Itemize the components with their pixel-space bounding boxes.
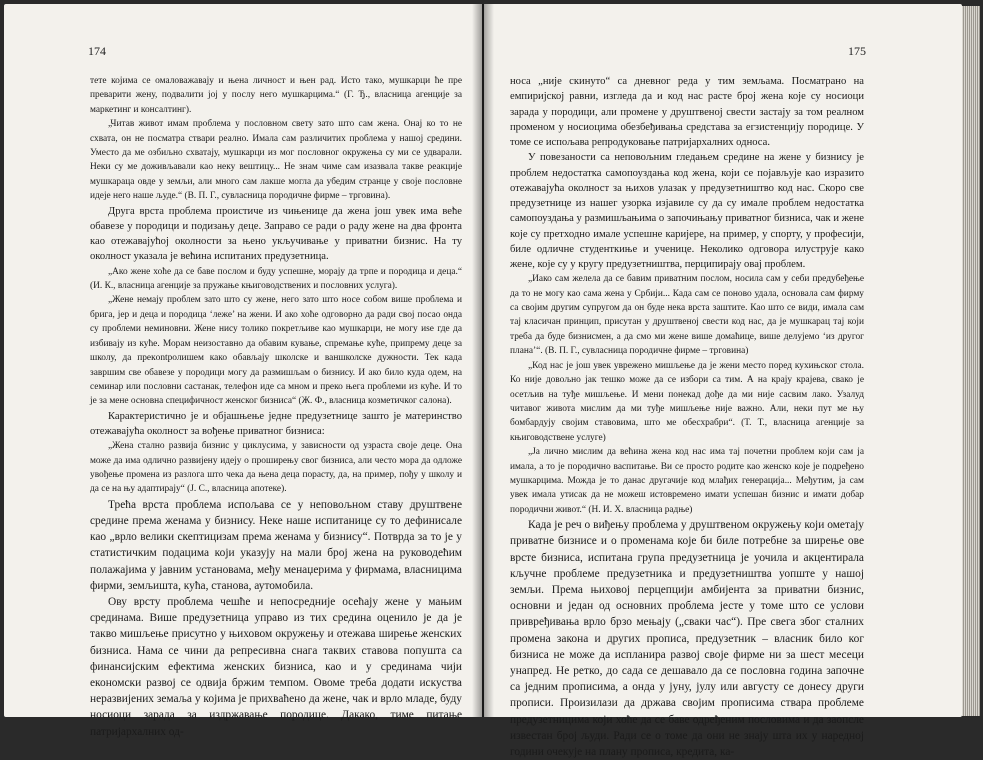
quote-paragraph: „Читав живот имам проблема у пословном свету зато што сам жена. Онај ко то не схвата, он не посматра ствари реално. Имала сам различитих проблема у нашој средини. Уместо да ме озбиљно схватају, мушкарци из мог пословног окружења су ми се удварали. Неки су ме доживљавали као неку вештицу... Не знам чиме сам изазвала такве реакције мушкараца овде у земљи, али много сам лакше могла да убедим странце у своје пословне идеје него наше људе.“ (В. П. Г., сувласница породичне фирме – трговина). — [90, 119, 462, 202]
quote-paragraph: „Код нас је још увек уврежено мишљење да је жени место поред кухињског стола. Ко није довољно јак тешко може да се избори са тим. А на крају крајева, свако је осетљив на туђе мишљење. И мени понекад дође да ми није сасвим лако. Узалуд читавог живота мислим да ми туђе мишљење није важно. Али, неки пут ме њу бомбардују својим ставовима, што ме обесхрабри“. (Т. Т., власница агенције за књиговодствене услуге) — [510, 360, 864, 443]
page-text — [90, 74, 462, 740]
page-number: 174 — [88, 44, 106, 58]
right-page — [484, 4, 962, 758]
page-number: 175 — [848, 44, 866, 58]
paragraph: Друга врста проблема проистиче из чињенице да жена још увек има веће обавезе у породици и подизању деце. Заправо се ради о раду жене на два фронта као отежавајућој околности за њено укључивање у приватни бизнис. На ту околност указала је већина испитаних предузетница. — [90, 205, 462, 263]
paragraph: Ову врсту проблема чешће и непосредније осећају жене у мањим срединама. Више предузетница управо из тих средина оценило је да је такво мишљење присутно у њиховом окружењу и отежава ширење женских бизниса. Нама се чини да репресивна снага таквих ставова попушта са финансијским ефектима женских бизниса, као и у срединама чији економски развој се одвија бржим темпом. Овоме треба додати искуства неразвијених земаља у којима је прихваћено да жене, чак и врло младе, буду носиоци зарада за издржавање породице. Дакако, тиме питање патријархалних од- — [90, 596, 462, 738]
page-text — [510, 74, 864, 760]
quote-paragraph: „Жена стално развија бизнис у циклусима, у зависности од узраста своје деце. Она може да има одлично развијену идеју о проширењу свог бизниса, али често мора да одложе увођење промена из разлога што чека да њена деца порасту, да, на пример, пођу у школу и да се на њу адаптирају“ (Ј. С., власница апотеке). — [90, 441, 462, 495]
quote-paragraph: „Ја лично мислим да већина жена код нас има тај почетни проблем који сам ја имала, а то је породично васпитање. Ви се просто родите као женско које је подређено мушкарцима. Можда је то данас другачије код млађих генерација... Међутим, ја сам увек имала утисак да не можеш истовремено имати успешан бизнис и имати добар породични живот.“ (Н. И. Х. власница радње) — [510, 447, 864, 515]
paragraph: носа „није скинуто“ са дневног реда у тим земљама. Посматрано на емпиријској равни, изгледа да и код нас расте број жена које су носиоци зарада у породици, али промене у друштвеној свести застају за том реалном променом у носиоцима обезбеђивања средстава за егзистенцију породице. У томе се испољава репродуковање патријархалних односа. — [510, 76, 864, 148]
page-edges — [962, 6, 980, 716]
quote-paragraph: „Иако сам желела да се бавим приватним послом, носила сам у себи предубеђење да то не могу као сама жена у Србији... Када сам се поново удала, основала сам фирму са својим другим супругом да он буде нека врста заштите. Као што се види, имала сам тај класичан принцип, присутан у друштвеној свести код нас, да је мушкарац тај који треба да буде бизнисмен, а да смо ми жене више домаћице, више делујемо ‘из другог плана’“. (В. П. Г., сувласница породичне фирме – трговина) — [510, 274, 864, 357]
paragraph: Када је реч о виђењу проблема у друштвеном окружењу који ометају приватне бизнисе и о променама које би биле потребне за ширење ове врсте бизниса, испитана група предузетница је уочила и акцентирала кључне проблеме предузетника и предузетништва уопште у нашој земљи. Према њиховој перцепцији амбијента за приватни бизнис, основни и један од основних проблема јесте у томе што се услови привређивања врло брзо мењају („сваки час“). Пре свега због сталних промена закона и других прописа, предузетник – власник било ког бизниса не може да испланира развој своје фирме ни за шест месеци унапред. Не ретко, до сада се дешавало да се пословна година започне са једним прописима, а онда у јуну, јулу или августу се донесу други прописи. Произилази да држава својим прописима ствара проблеме предузетницима који хоће да се баве одређеним пословима и да заопсле известан број људи. Ради се о томе да они не знају шта их у наредној години очекује на плану прописа, кредита, ка- — [510, 519, 864, 758]
quote-paragraph: „Ако жене хоће да се баве послом и буду успешне, морају да трпе и породица и деца.“ (И. К., власница агенције за пружање књиговодствених и пословних услуга). — [90, 266, 462, 292]
paragraph: У повезаности са неповољним гледањем средине на жене у бизнису је проблем недостатка самопоуздања код жена, који се појављује као изразито отежавајућа околност за њихов улазак у предузетништво код нас. Скоро све предузетнице из нашег узорка изјавиле су да су имале проблем недостатка самопоуздања у размишљањима о започињању приватног бизниса, чак и жене које су претходно имале успешне каријере, на пример, у спорту, у професији, биле одличне студенткиње и ученице. Неколико одговора илуструје како жене, које су у кругу предузетништва, перципирају овај проблем. — [510, 152, 864, 270]
paragraph: Карактеристично је и објашњење једне предузетнице зашто је материнство отежавајућа околност за вођење приватног бизниса: — [90, 410, 462, 437]
paragraph: Трећа врста проблема испољава се у неповољном ставу друштвене средине према женама у бизнису. Неке наше испитанице су то дефинисале као „врло велики скептицизам према женама у бизнису“. Потврда за то је у статистичким подацима који указују на мали број жена на руководећим полажајима у јавним установама, међу менаџерима у фирмама, власницима фирми, земљишта, кућа, станова, аутомобила. — [90, 498, 462, 592]
quote-paragraph: „Жене немају проблем зато што су жене, него зато што носе собом више проблема и брига, јер и деца и породица ‘леже’ на жени. И ако хоће одговорно да ради свој посао онда су проблеми неминовни. Жене нису толико покретљиве као мушкарци, не могу иѕе где да избивају из куће. Морам неизоставно да обавим кување, спремање куће, припрему деце за школу, да прекontролишем како обављају школске и ваншколске дужности. Тек када завршим све обавезе у породици могу да размишљам о бизнису. И ако било куда одем, на семинар или пословни састанак, телефон иде са мном и преко њега проблеми из куће. И то је за мене основна специфичност женског бизниса“ (Ж. Ф., власница козметичког салона). — [90, 295, 462, 407]
left-page — [4, 4, 482, 738]
quote-paragraph: тете којима се омаловажавају и њена личност и њен рад. Исто тако, мушкарци ће пре преварити жену, подвалити јој у послу него мушкарцима.“ (Г. Ђ., власница агенције за маркетинг и консалтинг). — [90, 76, 462, 115]
